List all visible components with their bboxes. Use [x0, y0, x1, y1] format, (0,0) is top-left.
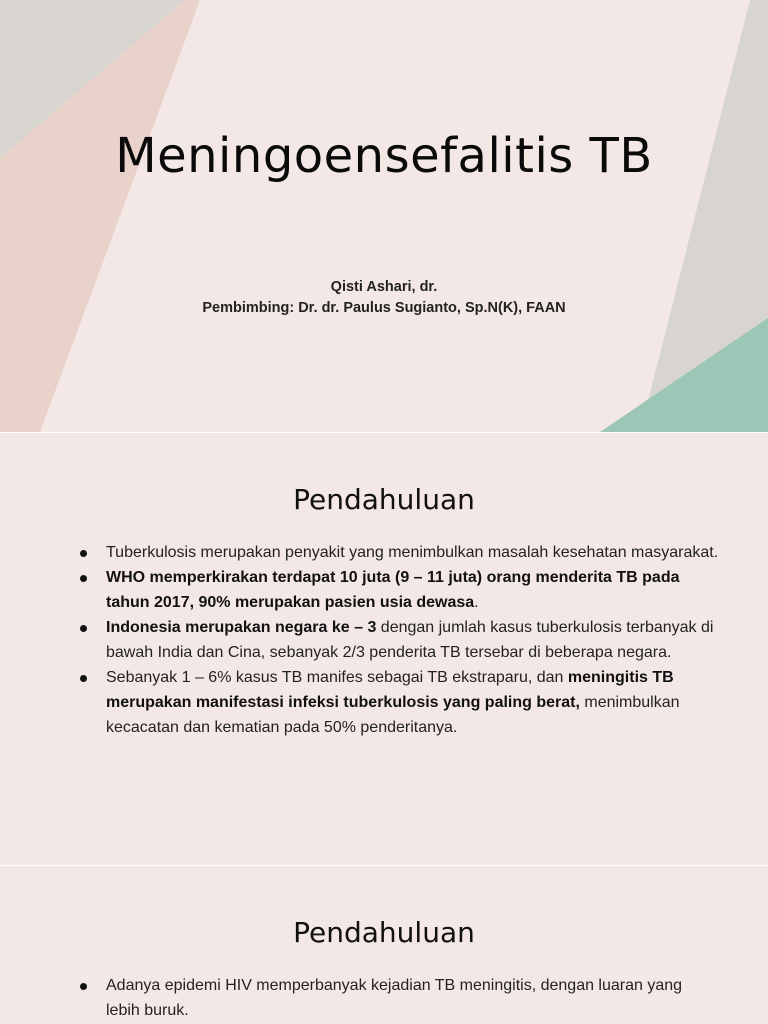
page-title: Meningoensefalitis TB [115, 128, 653, 184]
bullet-dot-icon [80, 675, 87, 682]
bullet-dot-icon [80, 983, 87, 990]
bullet-dot-icon [80, 625, 87, 632]
title-slide [0, 0, 768, 432]
bullet-list [80, 973, 720, 1023]
list-item: Adanya epidemi HIV memperbanyak kejadian TB meningitis, dengan luaran yang lebih buruk. [80, 973, 720, 1023]
list-item: Tuberkulosis merupakan penyakit yang menimbulkan masalah kesehatan masyarakat. [80, 540, 720, 565]
slide-heading: Pendahuluan [293, 483, 475, 516]
supervisor-name: Pembimbing: Dr. dr. Paulus Sugianto, Sp.N(K), FAAN [202, 300, 566, 316]
bullet-list [80, 540, 720, 740]
intro-slide-1 [0, 433, 768, 865]
slide-heading: Pendahuluan [293, 916, 475, 949]
list-item: WHO memperkirakan terdapat 10 juta (9 – 11 juta) orang menderita TB pada tahun 2017, 90% merupakan pasien usia dewasa. [80, 565, 720, 615]
list-item: Indonesia merupakan negara ke – 3 dengan jumlah kasus tuberkulosis terbanyak di bawah India dan Cina, sebanyak 2/3 penderita TB tersebar di beberapa negara. [80, 615, 720, 665]
author-name: Qisti Ashari, dr. [330, 279, 438, 295]
intro-slide-2 [0, 866, 768, 1024]
bullet-dot-icon [80, 550, 87, 557]
bullet-dot-icon [80, 575, 87, 582]
background-shapes [0, 0, 768, 432]
list-item: Sebanyak 1 – 6% kasus TB manifes sebagai TB ekstraparu, dan meningitis TB merupakan manifestasi infeksi tuberkulosis yang paling berat, menimbulkan kecacatan dan kematian pada 50% penderitanya. [80, 665, 720, 740]
